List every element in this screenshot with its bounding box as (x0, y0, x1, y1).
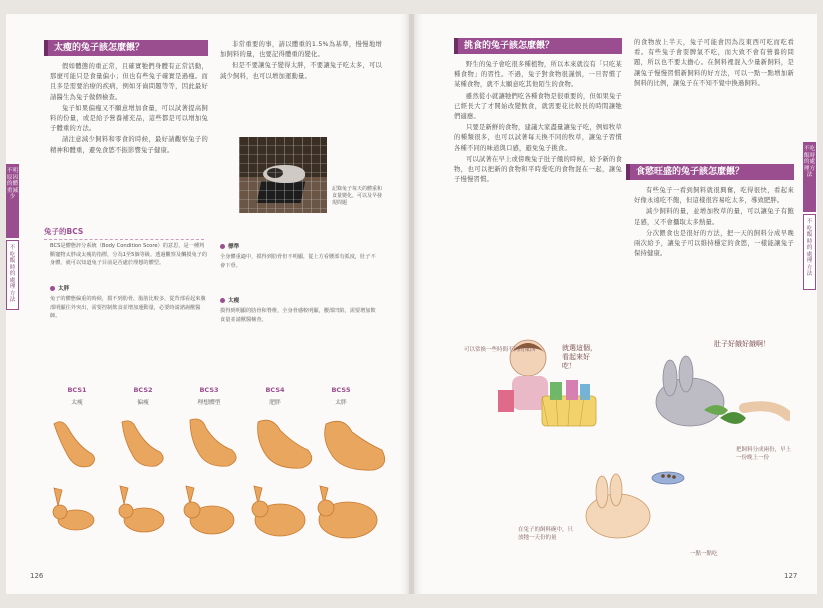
paragraph: 但是不要讓兔子變得太胖，不要讓兔子吃太多，可以減少飼料，也可以增加運動量。 (220, 62, 382, 80)
boy-speech: 就選這個，看起來好吃！ (562, 344, 597, 370)
paragraph: 野生的兔子會吃很多種植物，所以本來就沒有「只吃某種食物」的習性。不過，兔子對食物很謹慎，一旦習慣了某種食物，就不太願意吃其他陌生的食物。 (454, 61, 622, 89)
paragraph: 兔子如果偏瘦又不願意增加食量，可以試著提高飼料的份量，或是給予營養補充品，這些都是可以增加兔子體重的方法。 (50, 104, 208, 133)
bcs-level-desc: 理想體型 (197, 400, 221, 406)
side-tab-main: 不明原因的體重減少 (6, 164, 19, 238)
photo-caption: 記錄兔子每天的體重和食量變化，可以及早發現問題 (332, 186, 383, 206)
bcs-level-desc: 肥胖 (269, 400, 281, 406)
bcs-thin-title: 太瘦 (220, 296, 239, 304)
section-hungry-body (634, 186, 794, 260)
section-heading-too-thin: 太瘦的兔子該怎麼餵？ (44, 40, 208, 56)
bcs-side-view-illustrations (46, 480, 386, 540)
boy-caption: 可以常換一些時間不同的東西 (464, 347, 536, 353)
right-page (414, 14, 817, 594)
bunny-speech: 肚子好餓好餓啊！ (714, 340, 770, 348)
section-picky-continued: 的食物放上半天，兔子可能會因為沒東西可吃而吃看看。有些兔子會耍脾氣不吃，而大致不會有營養的問題，所以也不要太擔心。在飼料裡混入少量新飼料，是讓兔子慢慢習慣新飼料的好方法，可以一點一點增加新飼料的比例，讓兔子在不知不覺中換過飼料。 (634, 39, 794, 87)
section-too-thin-body (50, 62, 208, 157)
bcs-fat-title: 太胖 (50, 284, 69, 292)
bcs-level-desc: 太瘦 (71, 400, 83, 406)
paragraph: 有些兔子一看到飼料就很興奮，吃得很快，看起來好像永遠吃不飽，但這樣很容易吃太多，導致肥胖。 (634, 187, 794, 205)
paragraph: 雖然從小就讓牠們吃各種食物是很重要的，但如果兔子已經長大了才開始改變飲食，就需要花比較長的時間讓牠們適應。 (454, 92, 622, 121)
side-tab-main: 不吃飯時的處理方法 (803, 142, 816, 212)
paragraph: 只要是新鮮的食物，建議大家盡量讓兔子吃，例如牧草的種類很多，也可以試著每天換不同的牧草，讓兔子習慣各種不同的味道與口感，避免兔子挑食。 (454, 124, 622, 152)
bunny-bowl-illustration (568, 458, 718, 558)
rabbit-side-bcs5-icon (318, 486, 377, 538)
paragraph: 可以試著在早上或傍晚兔子肚子餓的時候，給予新的食物，也可以把新的食物和平時愛吃的食物混在一起，讓兔子慢慢習慣。 (454, 155, 622, 184)
paragraph: 非常重要的事，請以體重的1.5%為基準，慢慢地增加飼料的量，也要記得體重的變化。 (220, 41, 382, 59)
rabbit-side-bcs3-icon (184, 486, 234, 534)
bcs-ideal-title: 標準 (220, 242, 239, 250)
bcs-level-label: BCS2 (133, 386, 153, 394)
bowl-note: 把飼料分成兩份，早上一份晚上一份 (736, 447, 792, 461)
bcs-level-desc: 太胖 (335, 400, 347, 406)
hand-note: 在兔子的飼料碗中，只放牠一天份的量 (518, 527, 574, 541)
bcs-thin-text: 摸得到明顯的肋骨和脊椎，全身骨感較明顯，腰部凹陷，需要增加飲食量並請獸醫檢查。 (220, 308, 376, 323)
bcs-ideal-text: 全身體重適中，摸得到肋骨但不明顯，從上方看腰部有弧度，肚子不會下垂。 (220, 254, 376, 269)
bcs-fat-text: 兔子的體態偏重的時候，摸不到肋骨，脂肪比較多，從背部看起來腹部明顯往外突出，需要控制飲食並增加運動量，必要時請諮詢獸醫師。 (50, 296, 206, 319)
bcs-level-label: BCS1 (67, 386, 87, 394)
page-number: 127 (784, 572, 798, 580)
section-too-thin-continued (220, 40, 382, 83)
rabbit-side-bcs4-icon (252, 486, 305, 536)
side-tab-sub: 不吃飯時的處理方法 (6, 240, 19, 310)
section-heading-picky: 挑食的兔子該怎麼餵？ (454, 38, 622, 54)
rabbit-top-bcs2-icon (122, 421, 163, 466)
bcs-intro: BCS是體態評分系統（Body Condition Score）的意思，是一種判斷寵物太胖或太瘦的指標，分為1至5個等級。透過觀察及觸摸兔子的身體，就可以知道兔子目前是否處於理想的體型。 (50, 243, 208, 266)
paragraph: 分次餵食也是很好的方法，把一天的飼料分成早晚兩次給予，讓兔子可以維持穩定的食慾，一樣能讓兔子保持健康。 (634, 229, 794, 258)
bcs-heading: 兔子的BCS (44, 226, 204, 240)
side-tab-sub: 不吃飯時的處理方法 (803, 214, 816, 290)
left-page (6, 14, 409, 594)
rabbit-side-bcs1-icon (53, 488, 94, 530)
rabbit-side-bcs2-icon (119, 486, 164, 532)
small-note: 一點一點吃 (690, 551, 718, 557)
rabbit-photo (239, 137, 327, 213)
bunny-eating-illustration (640, 338, 790, 448)
rabbit-top-bcs5-icon (325, 421, 385, 470)
paragraph: 減少飼料的量，並增加牧草的量，可以讓兔子有飽足感，又不會攝取太多熱量。 (634, 208, 794, 226)
section-picky-body (454, 60, 622, 186)
rabbit-top-bcs4-icon (258, 420, 312, 468)
section-heading-hungry: 食慾旺盛的兔子該怎麼餵？ (626, 164, 794, 180)
bcs-level-label: BCS3 (199, 386, 219, 394)
rabbit-top-bcs1-icon (54, 422, 95, 467)
bcs-level-desc: 偏瘦 (137, 400, 149, 406)
bcs-level-label: BCS5 (331, 386, 351, 394)
rabbit-top-bcs3-icon (190, 419, 236, 466)
bcs-level-label: BCS4 (265, 386, 285, 394)
paragraph: 假如體態的重正常，且確實牠們身體有正常活動，那麼可能只是食量偏小；但也有些兔子確實是過瘦。而且多是需要治療的疾病，例如牙齒問題等等，因此最好請醫生為兔子做個檢查。 (50, 63, 208, 101)
bcs-top-view-illustrations (46, 412, 386, 472)
paragraph: 請注意減少飼料和零食的時候，最好請觀察兔子的精神和體重，避免食慾不振影響兔子健康。 (50, 136, 208, 154)
page-number: 126 (30, 572, 44, 580)
